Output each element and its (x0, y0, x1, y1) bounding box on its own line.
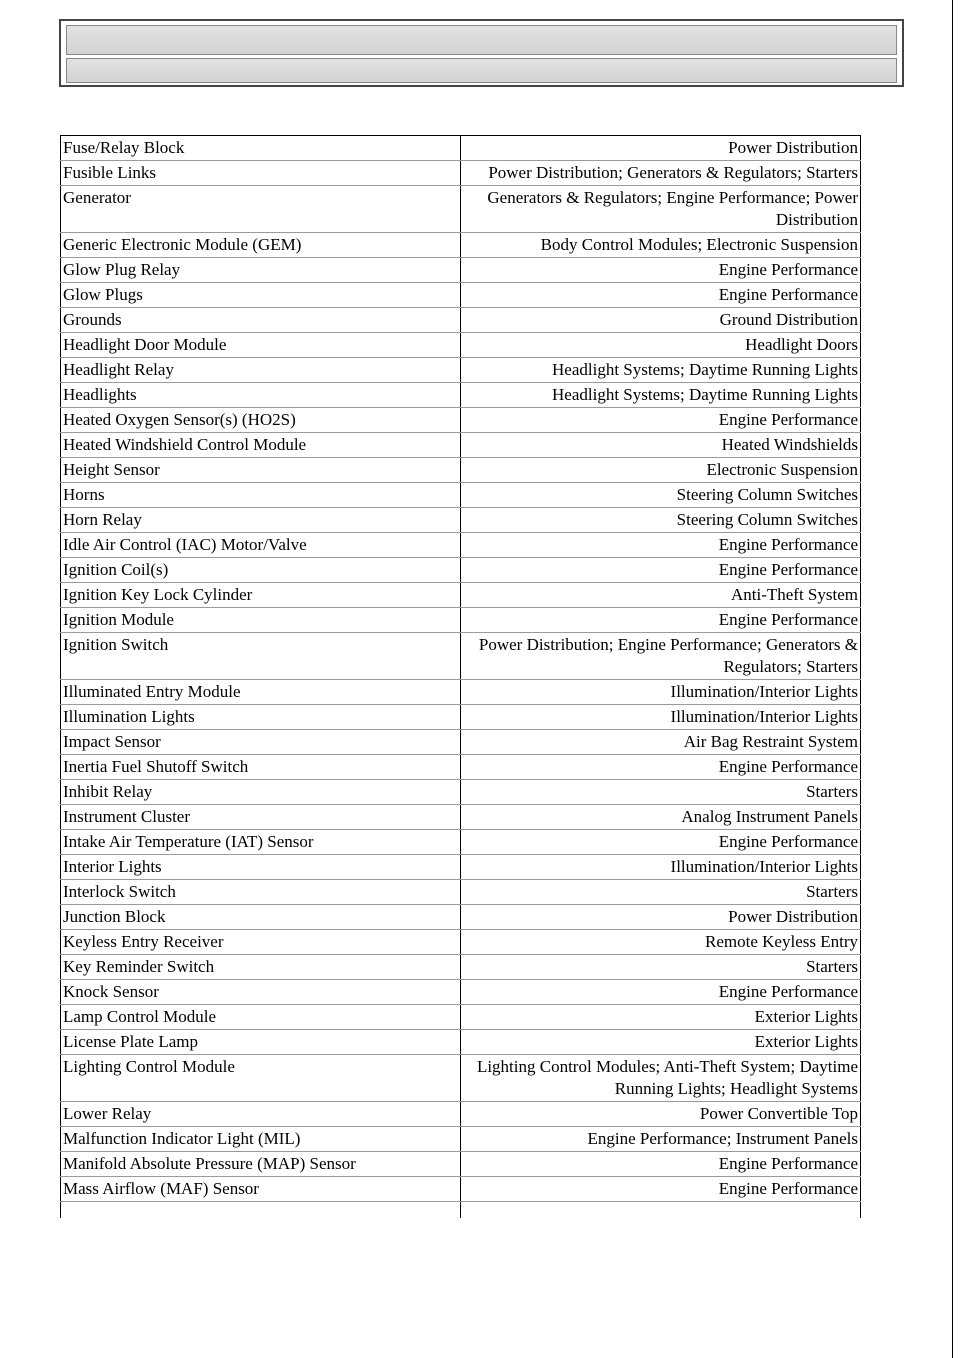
table-row (61, 633, 861, 680)
system-reference-cell: Engine Performance; Instrument Panels (461, 1127, 861, 1152)
table-row (61, 1152, 861, 1177)
component-name-cell: Ignition Switch (61, 633, 461, 680)
component-name-cell: Instrument Cluster (61, 805, 461, 830)
component-name-cell: Key Reminder Switch (61, 955, 461, 980)
component-name-cell: Ignition Coil(s) (61, 558, 461, 583)
component-name-cell: Knock Sensor (61, 980, 461, 1005)
component-name-cell: Intake Air Temperature (IAT) Sensor (61, 830, 461, 855)
component-name-cell: Horn Relay (61, 508, 461, 533)
component-name-cell: Ignition Key Lock Cylinder (61, 583, 461, 608)
header-bar-bottom (66, 58, 897, 83)
component-locator-table (60, 135, 861, 1218)
system-reference-cell: Lighting Control Modules; Anti-Theft System; Daytime Running Lights; Headlight Systems (461, 1055, 861, 1102)
table-row (61, 283, 861, 308)
component-name-cell: Headlight Door Module (61, 333, 461, 358)
component-name-cell: Fuse/Relay Block (61, 136, 461, 161)
component-name-cell: Inertia Fuel Shutoff Switch (61, 755, 461, 780)
system-reference-cell: Power Distribution (461, 905, 861, 930)
empty-cell (61, 1202, 461, 1219)
table-row (61, 980, 861, 1005)
system-reference-cell: Engine Performance (461, 980, 861, 1005)
table-row (61, 233, 861, 258)
system-reference-cell: Air Bag Restraint System (461, 730, 861, 755)
component-name-cell: Inhibit Relay (61, 780, 461, 805)
component-name-cell: Height Sensor (61, 458, 461, 483)
page-header (59, 19, 904, 87)
table-row (61, 780, 861, 805)
table-row (61, 805, 861, 830)
header-bar-top (66, 25, 897, 55)
component-name-cell: Impact Sensor (61, 730, 461, 755)
system-reference-cell: Headlight Systems; Daytime Running Lights (461, 383, 861, 408)
table-row (61, 258, 861, 283)
system-reference-cell: Starters (461, 880, 861, 905)
component-name-cell: Lamp Control Module (61, 1005, 461, 1030)
table-row (61, 880, 861, 905)
table-row (61, 705, 861, 730)
system-reference-cell: Exterior Lights (461, 1005, 861, 1030)
component-name-cell: License Plate Lamp (61, 1030, 461, 1055)
system-reference-cell: Steering Column Switches (461, 508, 861, 533)
component-name-cell: Heated Windshield Control Module (61, 433, 461, 458)
component-name-cell: Glow Plugs (61, 283, 461, 308)
table-trailing-row (61, 1202, 861, 1219)
component-name-cell: Keyless Entry Receiver (61, 930, 461, 955)
system-reference-cell: Headlight Systems; Daytime Running Lights (461, 358, 861, 383)
component-name-cell: Headlights (61, 383, 461, 408)
system-reference-cell: Engine Performance (461, 608, 861, 633)
table-row (61, 1127, 861, 1152)
table-row (61, 730, 861, 755)
table-row (61, 1177, 861, 1202)
component-name-cell: Mass Airflow (MAF) Sensor (61, 1177, 461, 1202)
system-reference-cell: Engine Performance (461, 830, 861, 855)
system-reference-cell: Power Distribution; Engine Performance; Generators & Regulators; Starters (461, 633, 861, 680)
system-reference-cell: Starters (461, 780, 861, 805)
system-reference-cell: Engine Performance (461, 533, 861, 558)
system-reference-cell: Engine Performance (461, 755, 861, 780)
table-row (61, 383, 861, 408)
table-row (61, 558, 861, 583)
table-row (61, 508, 861, 533)
system-reference-cell: Illumination/Interior Lights (461, 680, 861, 705)
table-row (61, 483, 861, 508)
table-row (61, 136, 861, 161)
component-name-cell: Manifold Absolute Pressure (MAP) Sensor (61, 1152, 461, 1177)
table-row (61, 680, 861, 705)
table-row (61, 1055, 861, 1102)
table-row (61, 1005, 861, 1030)
component-name-cell: Generator (61, 186, 461, 233)
table-row (61, 458, 861, 483)
component-locator-table-container (60, 135, 860, 1218)
table-row (61, 533, 861, 558)
system-reference-cell: Illumination/Interior Lights (461, 855, 861, 880)
table-row (61, 408, 861, 433)
system-reference-cell: Starters (461, 955, 861, 980)
system-reference-cell: Engine Performance (461, 283, 861, 308)
table-row (61, 608, 861, 633)
component-name-cell: Heated Oxygen Sensor(s) (HO2S) (61, 408, 461, 433)
table-row (61, 955, 861, 980)
system-reference-cell: Body Control Modules; Electronic Suspension (461, 233, 861, 258)
system-reference-cell: Engine Performance (461, 258, 861, 283)
page-edge-line (952, 0, 953, 1358)
table-row (61, 930, 861, 955)
component-name-cell: Generic Electronic Module (GEM) (61, 233, 461, 258)
system-reference-cell: Generators & Regulators; Engine Performance; Power Distribution (461, 186, 861, 233)
system-reference-cell: Steering Column Switches (461, 483, 861, 508)
system-reference-cell: Engine Performance (461, 408, 861, 433)
system-reference-cell: Engine Performance (461, 558, 861, 583)
system-reference-cell: Anti-Theft System (461, 583, 861, 608)
component-name-cell: Junction Block (61, 905, 461, 930)
component-name-cell: Grounds (61, 308, 461, 333)
table-row (61, 358, 861, 383)
table-row (61, 583, 861, 608)
table-body (61, 136, 861, 1219)
component-name-cell: Headlight Relay (61, 358, 461, 383)
system-reference-cell: Exterior Lights (461, 1030, 861, 1055)
system-reference-cell: Headlight Doors (461, 333, 861, 358)
system-reference-cell: Analog Instrument Panels (461, 805, 861, 830)
component-name-cell: Illumination Lights (61, 705, 461, 730)
system-reference-cell: Engine Performance (461, 1152, 861, 1177)
component-name-cell: Idle Air Control (IAC) Motor/Valve (61, 533, 461, 558)
system-reference-cell: Power Distribution (461, 136, 861, 161)
component-name-cell: Illuminated Entry Module (61, 680, 461, 705)
component-name-cell: Lower Relay (61, 1102, 461, 1127)
system-reference-cell: Electronic Suspension (461, 458, 861, 483)
component-name-cell: Interior Lights (61, 855, 461, 880)
component-name-cell: Glow Plug Relay (61, 258, 461, 283)
table-row (61, 855, 861, 880)
component-name-cell: Ignition Module (61, 608, 461, 633)
component-name-cell: Horns (61, 483, 461, 508)
component-name-cell: Fusible Links (61, 161, 461, 186)
system-reference-cell: Illumination/Interior Lights (461, 705, 861, 730)
table-row (61, 186, 861, 233)
table-row (61, 308, 861, 333)
table-row (61, 830, 861, 855)
table-row (61, 433, 861, 458)
table-row (61, 333, 861, 358)
table-row (61, 905, 861, 930)
component-name-cell: Lighting Control Module (61, 1055, 461, 1102)
system-reference-cell: Power Distribution; Generators & Regulators; Starters (461, 161, 861, 186)
system-reference-cell: Power Convertible Top (461, 1102, 861, 1127)
table-row (61, 161, 861, 186)
table-row (61, 755, 861, 780)
system-reference-cell: Heated Windshields (461, 433, 861, 458)
component-name-cell: Malfunction Indicator Light (MIL) (61, 1127, 461, 1152)
system-reference-cell: Remote Keyless Entry (461, 930, 861, 955)
system-reference-cell: Engine Performance (461, 1177, 861, 1202)
table-row (61, 1030, 861, 1055)
component-name-cell: Interlock Switch (61, 880, 461, 905)
table-row (61, 1102, 861, 1127)
empty-cell (461, 1202, 861, 1219)
system-reference-cell: Ground Distribution (461, 308, 861, 333)
